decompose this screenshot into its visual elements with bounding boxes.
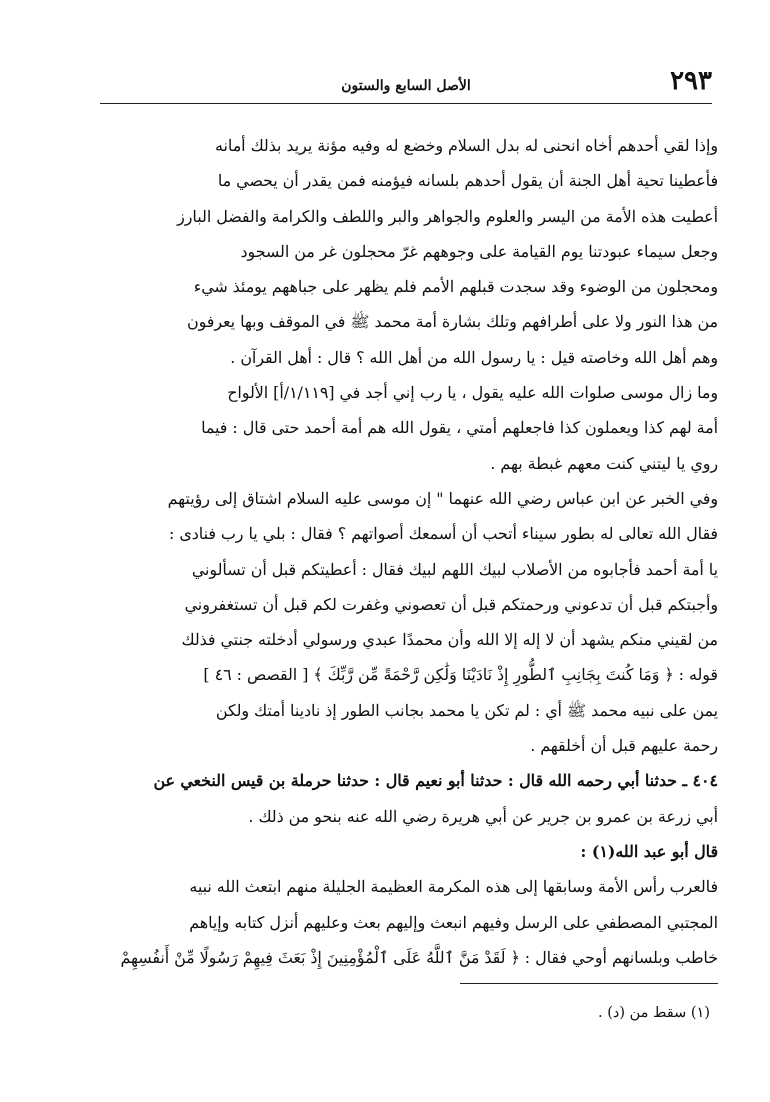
page-header bbox=[100, 66, 712, 102]
text-line: أمة لهم كذا ويعملون كذا فاجعلهم أمتي ، يقول الله هم أمة أحمد حتى قال : فيما bbox=[201, 418, 718, 438]
text-line: يمن على نبيه محمد ﷺ أي : لم تكن يا محمد بجانب الطور إذ نادينا أمتك ولكن bbox=[215, 700, 718, 720]
running-title: الأصل السابع والستون bbox=[341, 78, 471, 94]
text-line: أبي زرعة بن عمرو بن جرير عن أبي هريرة رضي الله عنه بنحو من ذلك . bbox=[248, 806, 718, 826]
text-line: روي يا ليتني كنت معهم غبطة بهم . bbox=[490, 453, 718, 473]
text-line: من هذا النور ولا على أطرافهم وتلك بشارة أمة محمد ﷺ في الموقف وبها يعرفون bbox=[187, 312, 718, 332]
text-line: وإذا لقي أحدهم أخاه انحنى له بدل السلام وخضع له وفيه مؤنة يريد بذلك أمانه bbox=[215, 136, 718, 155]
text-line: وهم أهل الله وخاصته قيل : يا رسول الله من أهل الله ؟ قال : أهل القرآن . bbox=[230, 347, 718, 367]
quran-verse-line: قوله : ﴿ وَمَا كُنتَ بِجَانِبِ ٱلطُّورِ إِذْ نَادَيْنَا وَلَٰكِن رَّحْمَةً مِّن رَّبِّكَ ﴾ [ القصص : ٤٦ ] bbox=[203, 665, 718, 685]
page-number: ٢٩٣ bbox=[670, 66, 712, 96]
text-line: ومحجلون من الوضوء وقد سجدت قبلهم الأمم فلم يظهر على جباههم يومئذ شيء bbox=[193, 277, 718, 297]
text-line: رحمة عليهم قبل أن أخلقهم . bbox=[530, 736, 718, 756]
footnote-rule bbox=[460, 983, 718, 984]
header-rule bbox=[100, 103, 712, 104]
hadith-isnad-line: ٤٠٤ ـ حدثنا أبي رحمه الله قال : حدثنا أبو نعيم قال : حدثنا حرملة بن قيس النخعي عن bbox=[153, 771, 718, 791]
text-line: فالعرب رأس الأمة وسابقها إلى هذه المكرمة العظيمة الجليلة منهم ابتعث الله نبيه bbox=[189, 877, 718, 897]
section-heading: قال أبو عبد الله(١) : bbox=[580, 841, 718, 861]
text-line: فقال الله تعالى له بطور سيناء أتحب أن أسمعك أصواتهم ؟ فقال : بلي يا رب فنادى : bbox=[169, 524, 718, 544]
footnote: (١) سقط من (د) . bbox=[598, 1005, 710, 1021]
text-line: من لقيني منكم يشهد أن لا إله إلا الله وأن محمدًا عبدي ورسولي أدخلته جنتي فذلك bbox=[181, 630, 718, 650]
text-line: وأجبتكم قبل أن تدعوني ورحمتكم قبل أن تعصوني وغفرت لكم قبل أن تستغفروني bbox=[184, 594, 718, 614]
text-line: وما زال موسى صلوات الله عليه يقول ، يا رب إني أجد في [١/١١٩/أ] الألواح bbox=[227, 383, 718, 403]
text-line: أعطيت هذه الأمة من اليسر والعلوم والجواهر والبر واللطف والكرامة والفضل البارز bbox=[177, 206, 718, 226]
text-line: فأعطينا تحية أهل الجنة أن يقول أحدهم بلسانه فيؤمنه فمن يقدر أن يحصي ما bbox=[217, 171, 718, 191]
main-text bbox=[98, 128, 718, 975]
text-line: وفي الخبر عن ابن عباس رضي الله عنهما " إن موسى عليه السلام اشتاق إلى رؤيتهم bbox=[167, 488, 718, 508]
text-line: المجتبي المصطفي على الرسل وفيهم انبعث وإليهم بعث وعليهم أنزل كتابه وإياهم bbox=[189, 912, 718, 932]
text-line: وجعل سيماء عبودتنا يوم القيامة على وجوههم غرّ محجلون غر من السجود bbox=[240, 241, 718, 261]
quran-verse-line: خاطب وبلسانهم أوحي فقال : ﴿ لَقَدْ مَنَّ ٱللَّهُ عَلَى ٱلْمُؤْمِنِينَ إِذْ بَعَثَ فِيهِمْ رَسُولًا مِّنْ أَنفُسِهِمْ bbox=[120, 947, 718, 967]
text-line: يا أمة أحمد فأجابوه من الأصلاب لبيك اللهم لبيك فقال : أعطيتكم قبل أن تسألوني bbox=[191, 559, 718, 579]
